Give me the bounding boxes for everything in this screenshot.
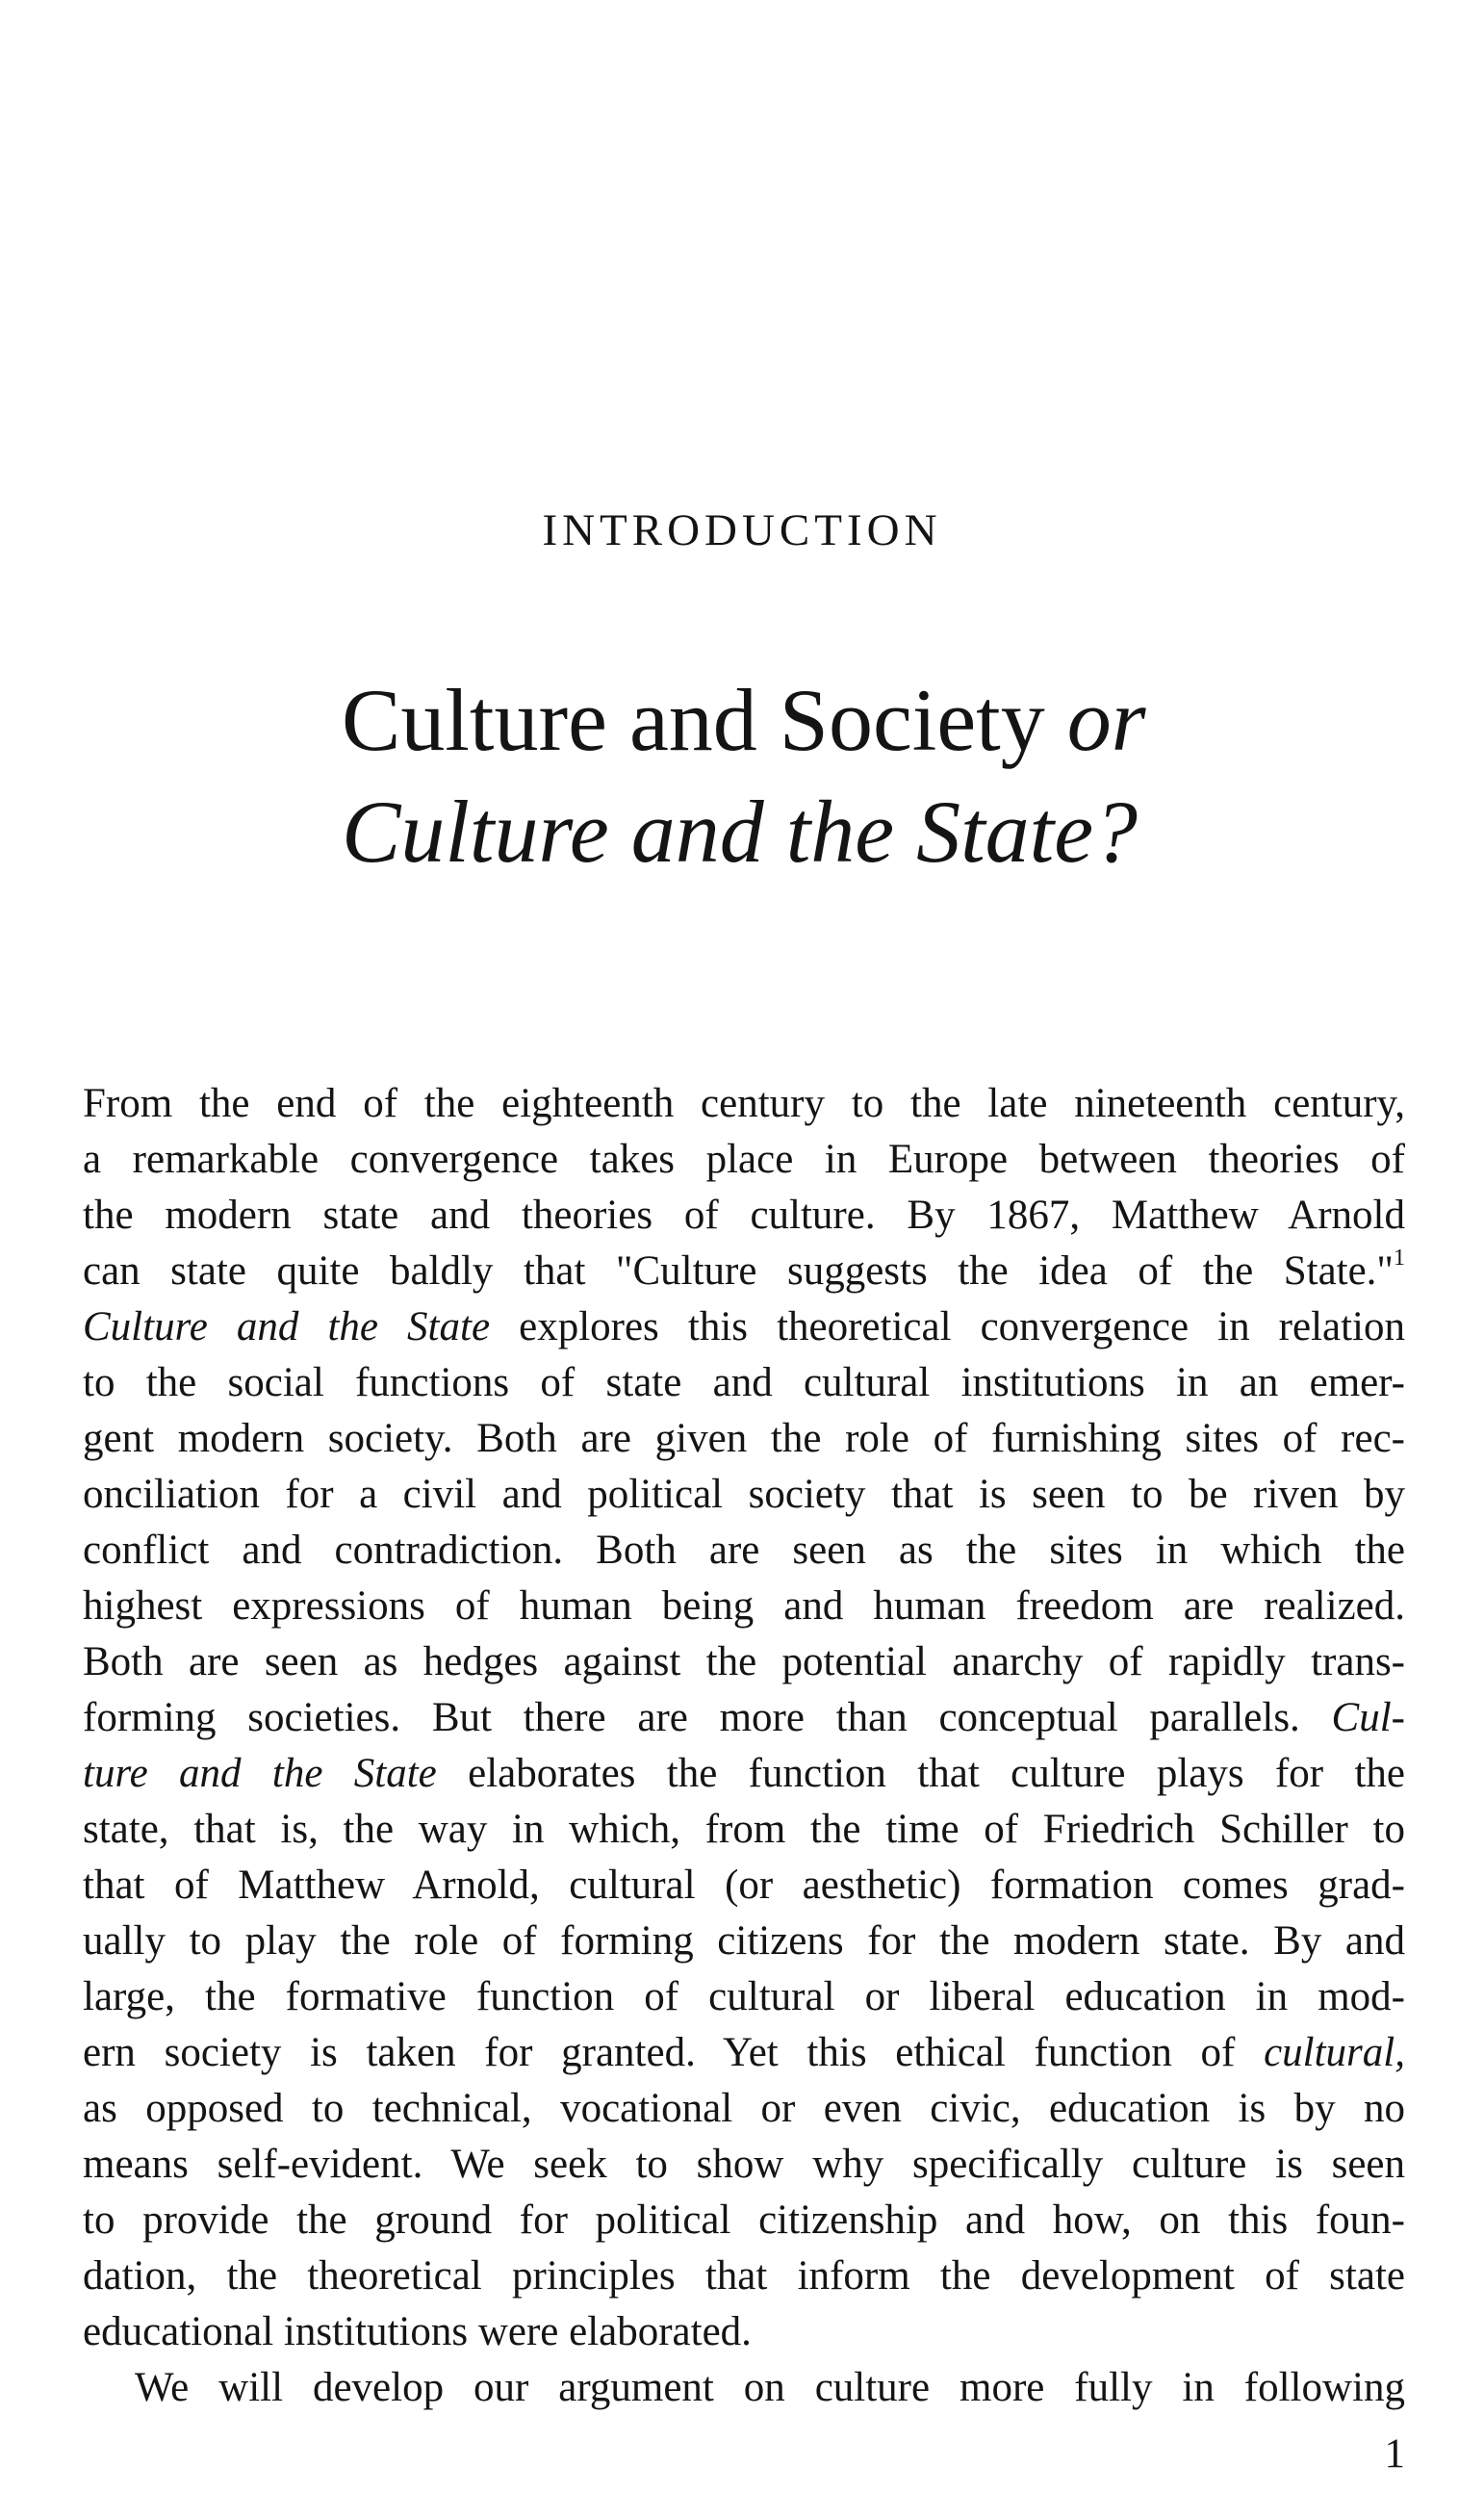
text-span: forming societies. But there are more than conceptual parallels. <box>83 1695 1332 1740</box>
chapter-title <box>342 664 1304 887</box>
text-line <box>83 1746 1405 1802</box>
text-line: educational institutions were elaborated. <box>83 2309 752 2354</box>
text-line: conflict and contradiction. Both are seen as the sites in which the <box>83 1528 1405 1573</box>
title-line-1 <box>342 664 1304 776</box>
text-span: can state quite baldly that "Culture suggests the idea of the State." <box>83 1248 1394 1294</box>
title-line-2: Culture and the State? <box>342 783 1139 881</box>
chapter-label: INTRODUCTION <box>542 505 942 555</box>
footnote-marker: 1 <box>1394 1246 1405 1271</box>
text-line: ually to play the role of forming citizens for the modern state. By and <box>83 1918 1405 1964</box>
text-line: From the end of the eighteenth century to the late nineteenth century, <box>83 1081 1405 1126</box>
emphasis-italic: cultural, <box>1264 2030 1405 2075</box>
text-line: a remarkable convergence takes place in Europe between theories of <box>83 1137 1405 1182</box>
text-line: highest expressions of human being and human freedom are realized. <box>83 1583 1405 1629</box>
text-line: to the social functions of state and cultural institutions in an emer- <box>83 1360 1405 1405</box>
text-line: gent modern society. Both are given the role of furnishing sites of rec- <box>83 1416 1405 1461</box>
text-line: the modern state and theories of culture. By 1867, Matthew Arnold <box>83 1193 1405 1238</box>
text-line: onciliation for a civil and political society that is seen to be riven by <box>83 1472 1405 1517</box>
book-title-italic: Cul- <box>1331 1695 1405 1740</box>
book-title-italic: Culture and the State <box>83 1304 491 1349</box>
text-line <box>83 1244 1405 1299</box>
text-line: dation, the theoretical principles that inform the development of state <box>83 2253 1405 2299</box>
text-line: state, that is, the way in which, from the time of Friedrich Schiller to <box>83 1807 1405 1852</box>
page-number: 1 <box>1384 2431 1405 2477</box>
text-line: We will develop our argument on culture more fully in following <box>135 2365 1405 2410</box>
book-title-italic: ture and the State <box>83 1751 437 1796</box>
text-line: Both are seen as hedges against the potential anarchy of rapidly trans- <box>83 1639 1405 1684</box>
text-line <box>83 1690 1405 1746</box>
text-line: large, the formative function of cultural or liberal education in mod- <box>83 1974 1405 2019</box>
text-span: explores this theoretical convergence in relation <box>490 1304 1405 1349</box>
text-span: ern society is taken for granted. Yet this ethical function of <box>83 2030 1265 2075</box>
body-paragraphs <box>83 1076 1405 2416</box>
text-line: means self-evident. We seek to show why specifically culture is seen <box>83 2142 1405 2187</box>
text-span: elaborates the function that culture plays for the <box>436 1751 1405 1796</box>
text-line: as opposed to technical, vocational or even civic, education is by no <box>83 2086 1405 2131</box>
text-line <box>83 1299 1405 1355</box>
text-line <box>83 2025 1405 2081</box>
title-roman: Culture and Society <box>342 671 1067 769</box>
text-line: to provide the ground for political citizenship and how, on this foun- <box>83 2197 1405 2243</box>
title-italic-or: or <box>1066 671 1146 769</box>
text-line: that of Matthew Arnold, cultural (or aesthetic) formation comes grad- <box>83 1863 1405 1908</box>
